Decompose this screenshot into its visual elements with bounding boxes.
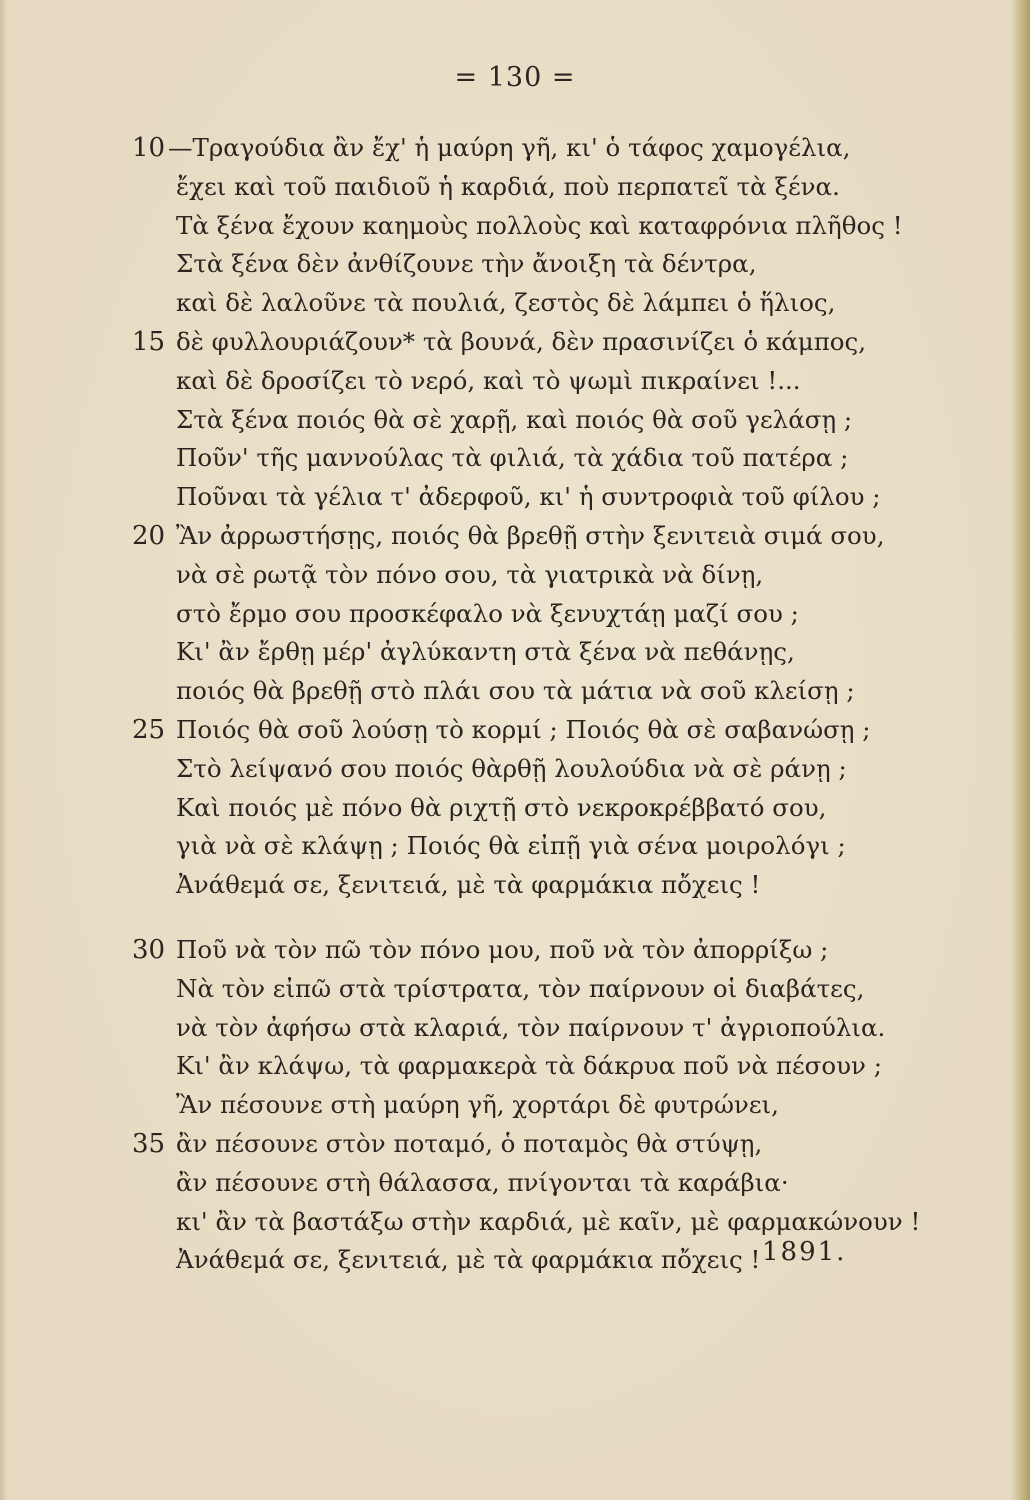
line-text: Στὸ λείψανό σου ποιός θὰρθῇ λουλούδια νὰ σὲ ράνῃ ; <box>176 753 847 783</box>
page-binding-shadow <box>1010 0 1030 1500</box>
line-text: Κι' ἂν ἔρθῃ μέρ' ἀγλύκαντη στὰ ξένα νὰ πεθάνῃς, <box>176 637 795 667</box>
line-text: στὸ ἔρμο σου προσκέφαλο νὰ ξενυχτάῃ μαζί σου ; <box>176 598 799 628</box>
line-text: Ποιός θὰ σοῦ λούσῃ τὸ κορμί ; Ποιός θὰ σὲ σαβανώσῃ ; <box>176 715 871 744</box>
line-text: Κι' ἂν κλάψω, τὰ φαρμακερὰ τὰ δάκρυα ποῦ νὰ πέσουν ; <box>176 1051 882 1081</box>
line-text: κι' ἂν τὰ βαστάξω στὴν καρδιά, μὲ καῖν, μὲ φαρμακώνουν ! <box>176 1206 921 1236</box>
line-text: ἂν πέσουνε στὸν ποταμό, ὁ ποταμὸς θὰ στύψῃ, <box>176 1129 763 1158</box>
line-text: Νὰ τὸν εἰπῶ στὰ τρίστρατα, τὸν παίρνουν οἱ διαβάτες, <box>176 973 865 1003</box>
line-text: Ποῦναι τὰ γέλια τ' ἀδερφοῦ, κι' ἡ συντροφιὰ τοῦ φίλου ; <box>176 482 881 512</box>
line-text: ἔχει καὶ τοῦ παιδιοῦ ἡ καρδιά, ποὺ περπατεῖ τὰ ξένα. <box>176 171 840 201</box>
line-text: καὶ δὲ λαλοῦνε τὰ πουλιά, ζεστὸς δὲ λάμπει ὁ ἥλιος, <box>176 288 836 318</box>
line-text: Στὰ ξένα ποιός θὰ σὲ χαρῇ, καὶ ποιός θὰ σοῦ γελάσῃ ; <box>176 404 853 434</box>
line-text: Τὰ ξένα ἔχουν καημοὺς πολλοὺς καὶ καταφρόνια πλῆθος ! <box>176 210 903 240</box>
line-number: 25 <box>132 715 166 745</box>
line-text: καὶ δὲ δροσίζει τὸ νερό, καὶ τὸ ψωμὶ πικραίνει !... <box>176 365 801 395</box>
line-text: Ἂν ἀρρωστήσῃς, ποιός θὰ βρεθῇ στὴν ξενιτειὰ σιμά σου, <box>176 521 885 550</box>
line-number: 35 <box>132 1129 166 1159</box>
line-text: —Τραγούδια ἂν ἔχ' ἡ μαύρη γῆ, κι' ὁ τάφος χαμογέλια, <box>168 133 851 162</box>
line-text: ποιός θὰ βρεθῇ στὸ πλάι σου τὰ μάτια νὰ σοῦ κλείσῃ ; <box>176 676 855 706</box>
page-number-header: = 130 = <box>454 62 576 93</box>
poem-date: 1891. <box>762 1237 847 1267</box>
line-text: νὰ τὸν ἀφήσω στὰ κλαριά, τὸν παίρνουν τ' ἀγριοπούλια. <box>176 1012 886 1042</box>
line-text: Ποῦν' τῆς μαννούλας τὰ φιλιά, τὰ χάδια τοῦ πατέρα ; <box>176 443 849 473</box>
line-text: Καὶ ποιός μὲ πόνο θὰ ριχτῇ στὸ νεκροκρέββατό σου, <box>176 792 827 822</box>
line-text: νὰ σὲ ρωτᾷ τὸν πόνο σου, τὰ γιατρικὰ νὰ δίνῃ, <box>176 559 764 589</box>
line-text: Στὰ ξένα δὲν ἀνθίζουνε τὴν ἄνοιξη τὰ δέντρα, <box>176 249 757 279</box>
line-number: 30 <box>132 935 166 965</box>
line-text: Ἂν πέσουνε στὴ μαύρη γῆ, χορτάρι δὲ φυτρώνει, <box>176 1090 779 1120</box>
line-text: Ποῦ νὰ τὸν πῶ τὸν πόνο μου, ποῦ νὰ τὸν ἀπορρίξω ; <box>176 935 829 964</box>
line-text: Ἀνάθεμά σε, ξενιτειά, μὲ τὰ φαρμάκια πὄχεις ! <box>176 870 761 900</box>
line-text: ἂν πέσουνε στὴ θάλασσα, πνίγονται τὰ καράβια· <box>176 1167 789 1197</box>
line-text: γιὰ νὰ σὲ κλάψῃ ; Ποιός θὰ εἰπῇ γιὰ σένα μοιρολόγι ; <box>176 831 846 861</box>
line-number: 10 <box>132 133 166 163</box>
line-text: δὲ φυλλουριάζουν* τὰ βουνά, δὲν πρασινίζει ὁ κάμπος, <box>176 327 867 356</box>
line-number: 15 <box>132 327 166 357</box>
page-edge-shadow <box>0 0 8 1500</box>
line-number: 20 <box>132 521 166 551</box>
line-text: Ἀνάθεμά σε, ξενιτειά, μὲ τὰ φαρμάκια πὄχεις ! <box>176 1245 761 1275</box>
